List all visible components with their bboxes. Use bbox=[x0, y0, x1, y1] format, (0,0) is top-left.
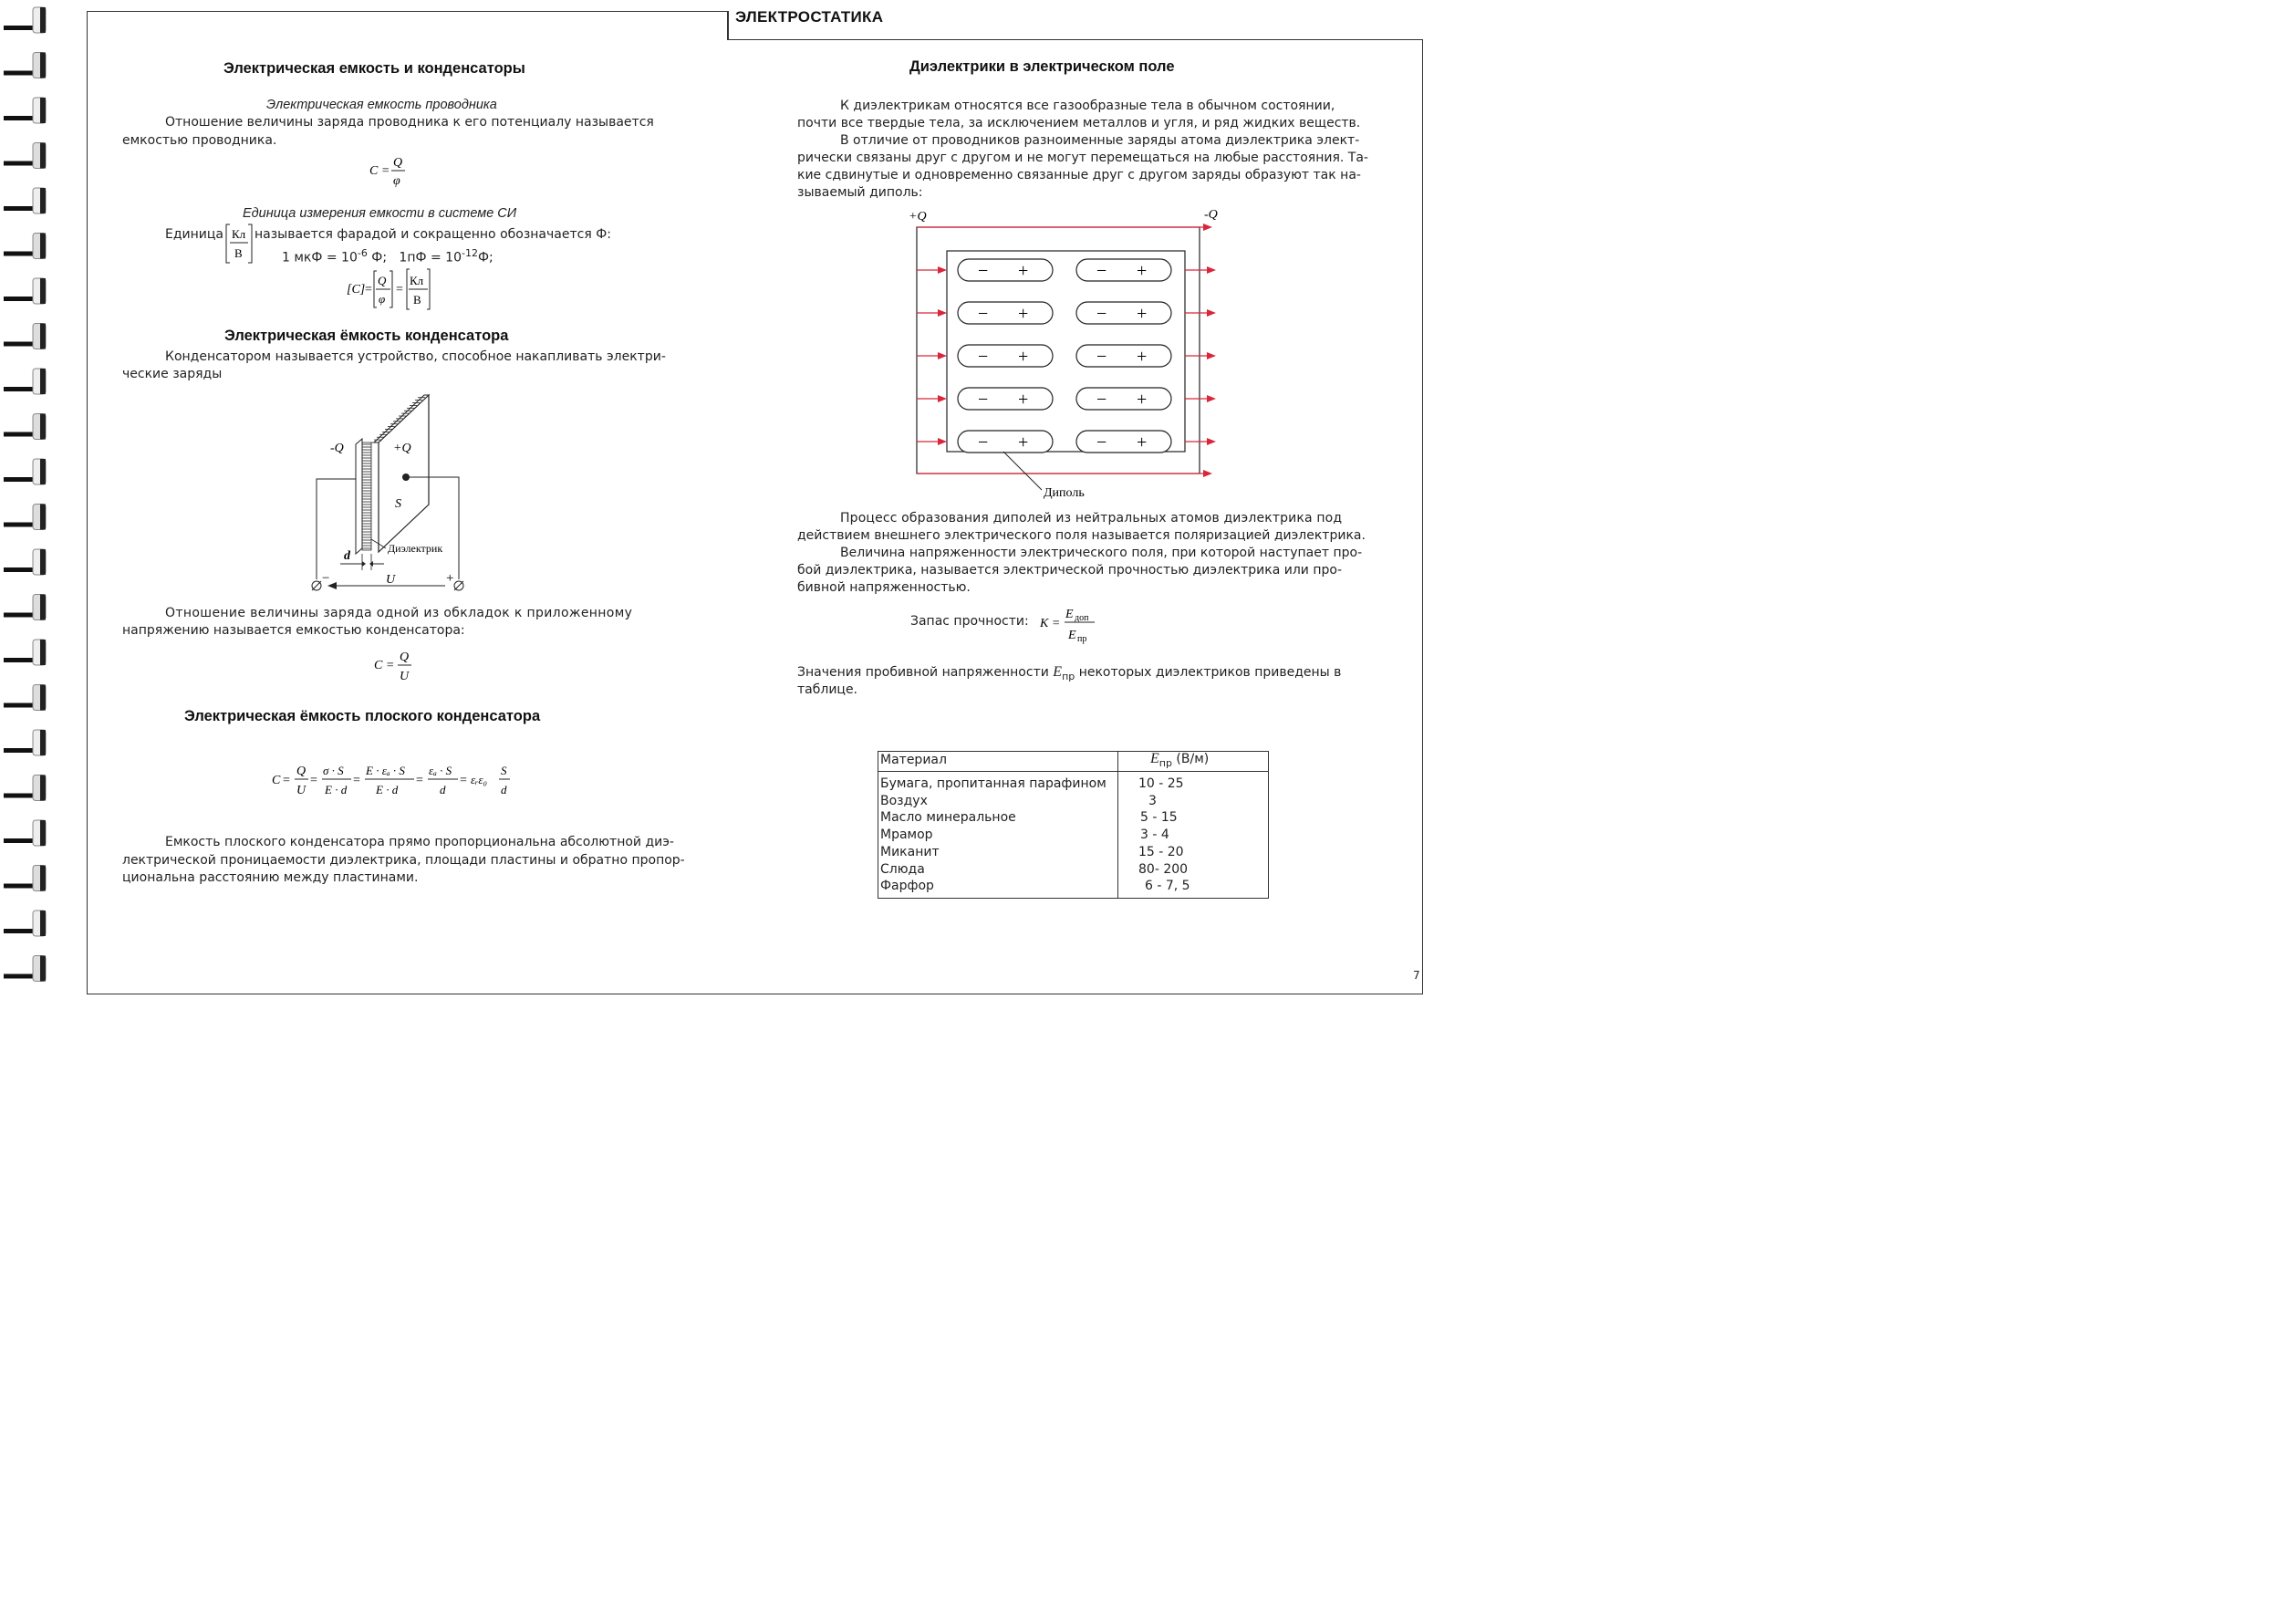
paragraph-dielectric-line1: К диэлектрикам относятся все газообразные тела в обычном состоянии, bbox=[840, 99, 1335, 113]
paragraph-capacitor-line1: Конденсатором называется устройство, способное накапливать электри- bbox=[165, 349, 666, 364]
svg-text:=: = bbox=[310, 774, 317, 787]
p3-sub: пр bbox=[1062, 670, 1075, 682]
dipole-minus: − bbox=[978, 347, 989, 367]
formula-num: Q bbox=[400, 651, 410, 664]
heading-capacitor-capacitance: Электрическая ёмкость конденсатора bbox=[224, 328, 509, 344]
unit-bracket-kl-v bbox=[224, 223, 254, 265]
label-u: U bbox=[386, 573, 396, 587]
field-arrow-head bbox=[1207, 352, 1216, 359]
formula-c-q-phi bbox=[365, 153, 420, 192]
label-dielectric: Диэлектрик bbox=[388, 542, 443, 555]
dipole-plus: + bbox=[1137, 432, 1148, 453]
binding-ring-wire bbox=[4, 929, 35, 933]
heading-capacitance-capacitors: Электрическая емкость и конденсаторы bbox=[223, 60, 525, 77]
page-number: 7 bbox=[1413, 969, 1420, 982]
dipole-capsule bbox=[958, 302, 1053, 324]
dielectric-slab bbox=[362, 442, 371, 550]
fk-num-sub: доп bbox=[1075, 613, 1089, 623]
binding-ring-shadow bbox=[40, 234, 46, 259]
formula-unit-kl: Кл bbox=[410, 274, 424, 287]
f4-e-ea-s: E · εₐ · S bbox=[366, 764, 405, 777]
binding-ring-shadow bbox=[40, 278, 46, 304]
dipole-plus: + bbox=[1137, 390, 1148, 410]
f4-ea-s: εₐ · S bbox=[429, 764, 452, 777]
binding-ring-shadow bbox=[40, 414, 46, 440]
table-material-column bbox=[880, 775, 1106, 895]
paragraph-polarization-line4: бой диэлектрика, называется электрической прочностью диэлектрика или про- bbox=[797, 563, 1342, 578]
table-row-material: Воздух bbox=[880, 793, 928, 808]
unit-pf: 1пФ = 10 bbox=[399, 250, 462, 265]
table-row-material: Бумага, пропитанная парафином bbox=[880, 776, 1106, 791]
binding-ring-shadow bbox=[40, 53, 46, 78]
dipole-plus: + bbox=[1018, 432, 1029, 453]
paragraph-flat-line2: лектрической проницаемости диэлектрика, площади пластины и обратно пропор- bbox=[122, 853, 685, 868]
binding-ring-wire bbox=[4, 884, 35, 889]
svg-text:=: = bbox=[353, 774, 360, 787]
field-arrow-head bbox=[1203, 224, 1212, 231]
f4-e-d: E · d bbox=[325, 783, 348, 796]
binding-ring-wire bbox=[4, 838, 35, 843]
svg-text:=: = bbox=[460, 774, 467, 787]
binding-ring-wire bbox=[4, 161, 35, 166]
dipole-capsule bbox=[1076, 259, 1171, 281]
paragraph-polarization-line5: бивной напряженностью. bbox=[797, 580, 971, 595]
formula-lhs: C = bbox=[374, 659, 395, 672]
unit-mf-end: Ф; bbox=[367, 250, 388, 265]
label-plus-terminal: + bbox=[446, 571, 454, 586]
fk-num: E bbox=[1065, 608, 1074, 621]
dipole-capsule bbox=[1076, 345, 1171, 367]
binding-ring-shadow bbox=[40, 820, 46, 846]
table-value-column bbox=[1138, 775, 1221, 895]
dipole-plus: + bbox=[1137, 304, 1148, 324]
f4-d: d bbox=[440, 783, 446, 796]
frame-divider bbox=[727, 11, 729, 40]
formula-lhs: C = bbox=[369, 164, 390, 178]
binding-ring-wire bbox=[4, 477, 35, 482]
paragraph-conductor-line1: Отношение величины заряда проводника к его потенциалу называется bbox=[165, 115, 654, 130]
label-plus-q: +Q bbox=[909, 210, 927, 224]
svg-text:=: = bbox=[283, 774, 290, 787]
paragraph-flat-line3: циональна расстоянию между пластинами. bbox=[122, 870, 419, 885]
dipole-plus: + bbox=[1018, 347, 1029, 367]
dipole-plus: + bbox=[1137, 347, 1148, 367]
binding-ring-wire bbox=[4, 523, 35, 527]
dipole-capsule bbox=[958, 345, 1053, 367]
unit-conversions bbox=[282, 247, 493, 265]
dipole-minus: − bbox=[1096, 304, 1107, 324]
unit-prefix: Единица bbox=[165, 227, 223, 242]
binding-ring-wire bbox=[4, 387, 35, 391]
field-arrow-head bbox=[1207, 266, 1216, 274]
unit-mf: 1 мкФ = 10 bbox=[282, 250, 358, 265]
capacitor-figure bbox=[306, 388, 479, 598]
dipole-plus: + bbox=[1018, 304, 1029, 324]
binding-ring-wire bbox=[4, 567, 35, 572]
spiral-binding bbox=[0, 0, 55, 999]
dipole-minus: − bbox=[978, 432, 989, 453]
paragraph-dielectric-line5: кие сдвинутые и одновременно связанные друг с другом заряды образуют так на- bbox=[797, 168, 1361, 182]
binding-ring-shadow bbox=[40, 730, 46, 755]
binding-ring-wire bbox=[4, 974, 35, 979]
table-row-value: 10 - 25 bbox=[1138, 776, 1184, 791]
f4-q: Q bbox=[296, 765, 306, 778]
dipole-capsule bbox=[1076, 431, 1171, 453]
formula-num: Q bbox=[393, 156, 403, 170]
subheading-conductor-capacitance: Электрическая емкость проводника bbox=[266, 98, 497, 112]
paragraph-table-intro-line1 bbox=[797, 664, 1341, 682]
svg-text:=: = bbox=[416, 774, 423, 787]
binding-ring-shadow bbox=[40, 505, 46, 530]
binding-ring-shadow bbox=[40, 549, 46, 575]
binding-ring-shadow bbox=[40, 775, 46, 801]
formula-den: U bbox=[400, 670, 410, 683]
dipole-minus: − bbox=[978, 304, 989, 324]
unit-pf-exp: -12 bbox=[461, 247, 478, 259]
label-d: d bbox=[344, 549, 350, 563]
binding-ring-shadow bbox=[40, 685, 46, 711]
table-row-value: 5 - 15 bbox=[1140, 810, 1178, 826]
table-row-material: Масло минеральное bbox=[880, 810, 1016, 826]
label-plus-q: +Q bbox=[393, 442, 411, 455]
label-minus-terminal: − bbox=[322, 571, 330, 586]
f4-sigma-s: σ · S bbox=[323, 764, 344, 777]
binding-ring-shadow bbox=[40, 459, 46, 484]
p3-text-a: Значения пробивной напряженности bbox=[797, 665, 1054, 680]
p3-text-b: некоторых диэлектриков приведены в bbox=[1075, 665, 1342, 680]
label-minus-q: -Q bbox=[330, 442, 344, 455]
formula-c-q-u bbox=[369, 648, 424, 686]
formula-flat-capacitor bbox=[270, 759, 521, 801]
field-arrow-head bbox=[1207, 309, 1216, 317]
formula-unit-c bbox=[345, 267, 436, 311]
binding-ring-wire bbox=[4, 252, 35, 256]
dipole-capsule bbox=[958, 431, 1053, 453]
formula-unit-v: В bbox=[413, 293, 421, 307]
subheading-si-unit: Единица измерения емкости в системе СИ bbox=[243, 206, 517, 221]
paragraph-polarization-line2: действием внешнего электрического поля называется поляризацией диэлектрика. bbox=[797, 528, 1366, 543]
dipole-plus: + bbox=[1018, 261, 1029, 281]
field-arrow-head bbox=[1203, 470, 1212, 477]
binding-ring-shadow bbox=[40, 640, 46, 665]
svg-text:=: = bbox=[396, 283, 403, 297]
binding-ring-wire bbox=[4, 748, 35, 753]
formula-den: φ bbox=[393, 174, 400, 188]
f4-d2: d bbox=[501, 783, 507, 796]
table-row-material: Мрамор bbox=[880, 828, 933, 843]
table-row-material: Миканит bbox=[880, 844, 940, 859]
paragraph-conductor-line2: емкостью проводника. bbox=[122, 133, 277, 148]
table-row-value: 3 - 4 bbox=[1140, 828, 1169, 843]
dipole-minus: − bbox=[1096, 432, 1107, 453]
formula-c-bracket: [C] bbox=[347, 283, 366, 297]
binding-ring-shadow bbox=[40, 7, 46, 33]
binding-ring-wire bbox=[4, 658, 35, 662]
heading-dielectrics: Диэлектрики в электрическом поле bbox=[909, 58, 1175, 75]
f4-u: U bbox=[296, 784, 306, 797]
unit-pf-end: Ф; bbox=[477, 250, 493, 265]
paragraph-polarization-line1: Процесс образования диполей из нейтральных атомов диэлектрика под bbox=[840, 511, 1343, 526]
table-row-value: 6 - 7, 5 bbox=[1145, 879, 1190, 894]
binding-ring-shadow bbox=[40, 595, 46, 620]
dipole-capsule bbox=[1076, 388, 1171, 410]
paragraph-dielectric-line2: почти все твердые тела, за исключением металлов и угля, и ряд жидких веществ. bbox=[797, 116, 1361, 130]
fk-den-sub: пр bbox=[1077, 634, 1087, 644]
unit-description: называется фарадой и сокращенно обозначается Ф: bbox=[255, 227, 611, 242]
dipole-capsule bbox=[958, 259, 1053, 281]
section-topic: ЭЛЕКТРОСТАТИКА bbox=[735, 8, 884, 26]
dipole-minus: − bbox=[1096, 261, 1107, 281]
unit-den: В bbox=[234, 246, 243, 260]
dipole-capsule bbox=[1076, 302, 1171, 324]
paragraph-ratio-line1: Отношение величины заряда одной из обкладок к приложенному bbox=[165, 606, 633, 620]
binding-ring-shadow bbox=[40, 369, 46, 394]
paragraph-flat-line1: Емкость плоского конденсатора прямо пропорциональна абсолютной диэ- bbox=[165, 835, 674, 849]
safety-factor-label: Запас прочности: bbox=[910, 614, 1029, 629]
table-row-value: 15 - 20 bbox=[1138, 844, 1184, 859]
binding-ring-wire bbox=[4, 71, 35, 76]
binding-ring-shadow bbox=[40, 143, 46, 169]
table-row-value: 3 bbox=[1148, 793, 1157, 808]
f4-c: C bbox=[272, 774, 281, 787]
field-arrow-head bbox=[938, 266, 947, 274]
dipole-plus: + bbox=[1018, 390, 1029, 410]
fk-k: K = bbox=[1040, 617, 1061, 630]
table-header-strength: $E_{пр}$ (В/м) bbox=[1150, 751, 1210, 769]
paragraph-ratio-line2: напряжению называется емкостью конденсатора: bbox=[122, 623, 465, 638]
binding-ring-wire bbox=[4, 206, 35, 211]
binding-ring-shadow bbox=[40, 866, 46, 891]
label-s: S bbox=[395, 497, 401, 511]
fk-den: E bbox=[1068, 629, 1076, 642]
paragraph-dielectric-line4: рически связаны друг с другом и не могут перемещаться на любые расстояния. Та- bbox=[797, 151, 1368, 165]
field-arrow-head bbox=[938, 309, 947, 317]
svg-text:=: = bbox=[365, 283, 372, 297]
binding-ring-shadow bbox=[40, 324, 46, 349]
binding-ring-wire bbox=[4, 794, 35, 798]
binding-ring-wire bbox=[4, 613, 35, 618]
binding-ring-shadow bbox=[40, 188, 46, 213]
label-dipole: Диполь bbox=[1044, 486, 1085, 500]
table-row-value: 80- 200 bbox=[1138, 861, 1189, 877]
unit-mf-exp: -6 bbox=[357, 247, 368, 259]
binding-ring-wire bbox=[4, 26, 35, 30]
binding-ring-wire bbox=[4, 342, 35, 347]
formula-unit-q: Q bbox=[378, 274, 387, 287]
field-arrow-head bbox=[938, 395, 947, 402]
table-header-material: Материал bbox=[880, 753, 947, 767]
p3-e: E bbox=[1053, 664, 1063, 680]
binding-ring-wire bbox=[4, 116, 35, 120]
dipole-plus: + bbox=[1137, 261, 1148, 281]
binding-ring-wire bbox=[4, 297, 35, 301]
field-arrow-head bbox=[938, 438, 947, 445]
binding-ring-shadow bbox=[40, 956, 46, 982]
f4-s: S bbox=[501, 764, 507, 777]
f4-e-d2: E · d bbox=[376, 783, 399, 796]
capacitor-plate-front bbox=[356, 439, 362, 554]
unit-num: Кл bbox=[232, 227, 246, 241]
paragraph-dielectric-line3: В отличие от проводников разноименные заряды атома диэлектрика элект- bbox=[840, 133, 1360, 148]
dipole-minus: − bbox=[978, 261, 989, 281]
dielectric-strength-table bbox=[878, 751, 1269, 899]
binding-ring-shadow bbox=[40, 911, 46, 936]
dipole-minus: − bbox=[1096, 390, 1107, 410]
formula-safety-factor bbox=[1038, 602, 1111, 646]
table-row-material: Слюда bbox=[880, 861, 925, 877]
field-arrow-head bbox=[1207, 438, 1216, 445]
formula-unit-phi: φ bbox=[379, 292, 386, 306]
binding-ring-shadow bbox=[40, 98, 46, 123]
f4-er-e0: εᵣε₀ bbox=[471, 773, 487, 786]
dipole-capsule bbox=[958, 388, 1053, 410]
dipole-figure bbox=[903, 205, 1222, 506]
dipole-minus: − bbox=[1096, 347, 1107, 367]
dipole-minus: − bbox=[978, 390, 989, 410]
paragraph-capacitor-line2: ческие заряды bbox=[122, 367, 223, 381]
label-minus-q: -Q bbox=[1204, 208, 1218, 222]
field-arrow-head bbox=[938, 352, 947, 359]
table-row-material: Фарфор bbox=[880, 879, 934, 894]
binding-ring-wire bbox=[4, 703, 35, 708]
paragraph-table-intro-line2: таблице. bbox=[797, 682, 858, 697]
paragraph-dielectric-line6: зываемый диполь: bbox=[797, 185, 923, 200]
binding-ring-wire bbox=[4, 432, 35, 437]
field-arrow-head bbox=[1207, 395, 1216, 402]
paragraph-polarization-line3: Величина напряженности электрического поля, при которой наступает про- bbox=[840, 546, 1363, 560]
terminal-dot bbox=[402, 474, 410, 481]
heading-flat-capacitor: Электрическая ёмкость плоского конденсатора bbox=[184, 708, 541, 724]
